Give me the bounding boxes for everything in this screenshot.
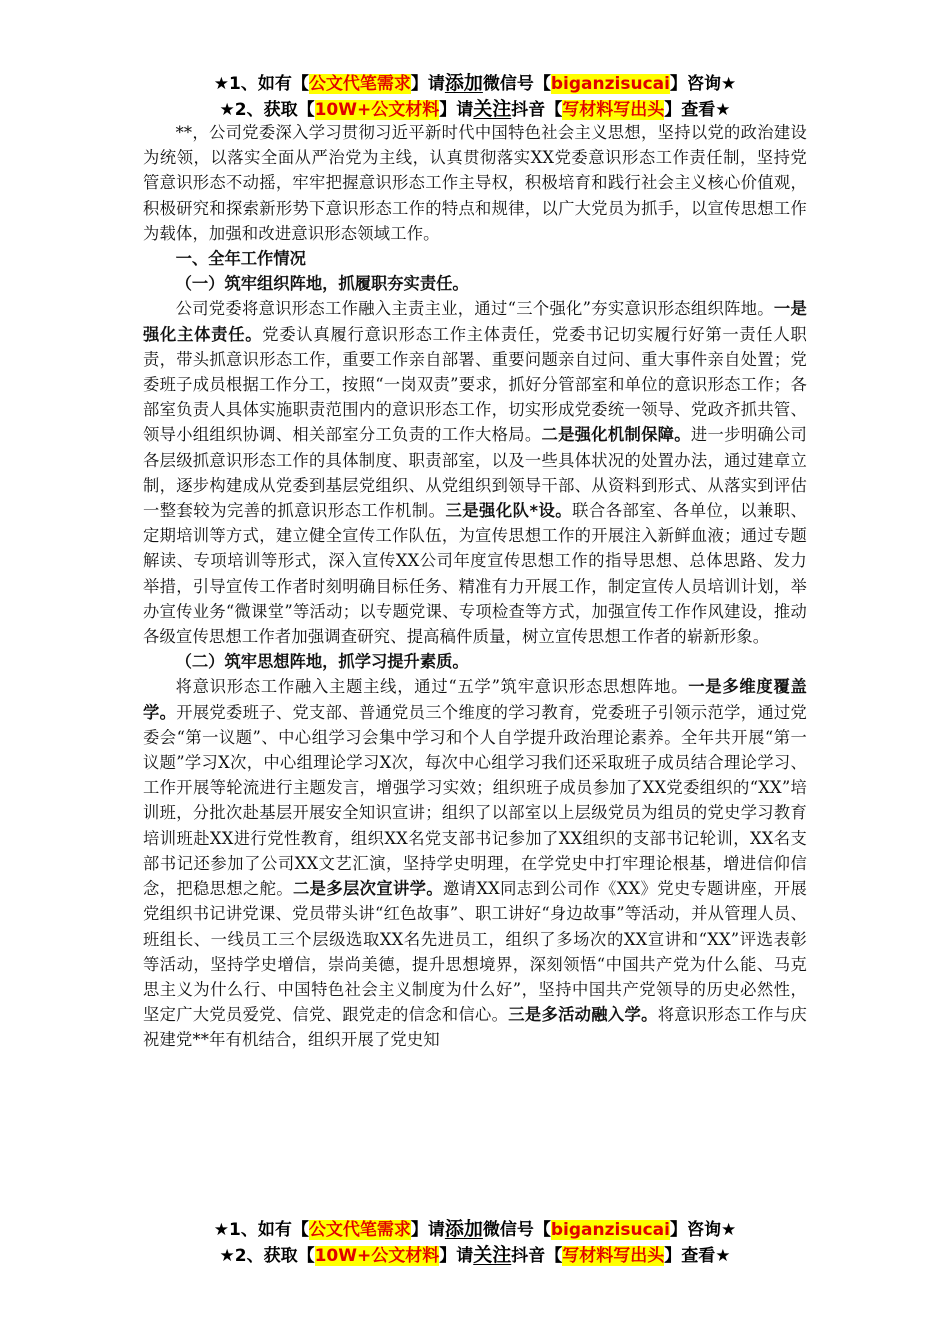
paragraph-text: 将意识形态工作与庆祝建党**年有机结合，组织开展了党史知 bbox=[143, 1005, 807, 1050]
subsection-heading-2: （二）筑牢思想阵地，抓学习提升素质。 bbox=[175, 652, 469, 672]
banner-text: 】请 bbox=[410, 74, 445, 94]
banner-emphasis: 添加 bbox=[444, 1218, 483, 1240]
banner-douyin-id: 写材料写出头 bbox=[562, 1246, 665, 1266]
banner-highlight: 10W+公文材料 bbox=[314, 1246, 440, 1266]
banner-text: 微信号【 bbox=[482, 74, 551, 94]
banner-text: 】请 bbox=[439, 100, 474, 120]
banner-emphasis: 添加 bbox=[444, 72, 483, 94]
bold-point: 一是强化主体责任。 bbox=[143, 299, 807, 344]
banner-text: 】请 bbox=[410, 1220, 445, 1240]
banner-text: 微信号【 bbox=[482, 1220, 551, 1240]
paragraph-text: 邀请XX同志到公司作《XX》党史专题讲座，开展党组织书记讲党课、党员带头讲“红色故事”、职工讲好“身边故事”等活动，并从管理人员、班组长、一线员工三个层级选取XX名先进员工，组织了多场次的XX宣讲和“XX”评选表彰等活动，坚持学史增信，崇尚美德，提升思想境界，深刻领悟“中国共产党为什么能、马克思主义为什么行、中国特色社会主义制度为什么好”，坚持中国共产党领导的历史必然性，坚定广大党员爱党、信党、跟党走的信念和信心。 bbox=[143, 879, 807, 1025]
banner-text: ★1、如有【 bbox=[213, 1220, 309, 1240]
promo-banner-bottom-line1 bbox=[0, 1216, 950, 1243]
banner-text: ★2、获取【 bbox=[219, 100, 315, 120]
banner-text: ★2、获取【 bbox=[219, 1246, 315, 1266]
banner-wechat-id: biganzisucai bbox=[550, 1220, 670, 1240]
section-heading: 一、全年工作情况 bbox=[175, 249, 306, 269]
promo-banner-top-line2 bbox=[0, 96, 950, 123]
bold-point: 三是多活动融入学。 bbox=[508, 1005, 658, 1025]
bold-point: 一是多维度覆盖学。 bbox=[143, 677, 807, 722]
banner-highlight: 10W+公文材料 bbox=[314, 100, 440, 120]
subsection-heading-1: （一）筑牢组织阵地，抓履职夯实责任。 bbox=[175, 274, 469, 294]
section2-paragraph bbox=[143, 674, 807, 1052]
paragraph-lead: 将意识形态工作融入主题主线，通过“五学”筑牢意识形态思想阵地。 bbox=[175, 677, 689, 697]
banner-wechat-id: biganzisucai bbox=[550, 74, 670, 94]
banner-text: ★1、如有【 bbox=[213, 74, 309, 94]
banner-text: 】查看★ bbox=[664, 1246, 731, 1266]
bold-point: 三是强化队*设。 bbox=[445, 501, 573, 521]
paragraph-text: 联合各部室、各单位，以兼职、定期培训等方式，建立健全宣传工作队伍，为宣传思想工作的开展注入新鲜血液；通过专题解读、专项培训等形式，深入宣传XX公司年度宣传思想工作的指导思想、总体思路、发力举措，引导宣传工作者时刻明确目标任务、精准有力开展工作，制定宣传人员培训计划，举办宣传业务“微课堂”等活动；以专题党课、专项检查等方式，加强宣传工作作风建设，推动各级宣传思想工作者加强调查研究、提高稿件质量，树立宣传思想工作者的崭新形象。 bbox=[143, 501, 807, 647]
paragraph-text: 党委认真履行意识形态工作主体责任，党委书记切实履行好第一责任人职责，带头抓意识形态工作，重要工作亲自部署、重要问题亲自过问、重大事件亲自处置；党委班子成员根据工作分工，按照“一岗双责”要求，抓好分管部室和单位的意识形态工作；各部室负责人具体实施职责范围内的意识形态工作，切实形成党委统一领导、党政齐抓共管、领导小组组织协调、相关部室分工负责的工作大格局。 bbox=[143, 324, 807, 445]
banner-text: 抖音【 bbox=[511, 1246, 563, 1266]
banner-text: 】咨询★ bbox=[669, 74, 737, 94]
promo-banner-top-line1 bbox=[0, 70, 950, 97]
bold-point: 二是多层次宣讲学。 bbox=[293, 879, 443, 899]
banner-text: 】请 bbox=[439, 1246, 474, 1266]
banner-douyin-id: 写材料写出头 bbox=[562, 100, 665, 120]
banner-text: 】咨询★ bbox=[669, 1220, 737, 1240]
banner-highlight: 公文代笔需求 bbox=[308, 74, 411, 94]
banner-emphasis: 关注 bbox=[473, 98, 512, 120]
banner-text: 抖音【 bbox=[511, 100, 563, 120]
paragraph-text: 开展党委班子、党支部、普通党员三个维度的学习教育，党委班子引领示范学，通过党委会“第一议题”、中心组学习会集中学习和个人自学提升政治理论素养。全年共开展“第一议题”学习X次，中心组理论学习X次，每次中心组学习我们还采取班子成员结合理论学习、工作开展等轮流进行主题发言，增强学习实效；组织班子成员参加了XX党委组织的“XX”培训班，分批次赴基层开展安全知识宣讲；组织了以部室以上层级党员为组员的党史学习教育培训班赴XX进行党性教育，组织XX名党支部书记参加了XX组织的支部书记轮训，XX名支部书记还参加了公司XX文艺汇演，坚持学史明理，在学党史中打牢理论根基，增进信仰信念，把稳思想之舵。 bbox=[143, 702, 808, 899]
bold-point: 二是强化机制保障。 bbox=[541, 425, 691, 445]
paragraph-text: 进一步明确公司各层级抓意识形态工作的具体制度、职责部室，以及一些具体状况的处置办法，通过建章立制，逐步构建成从党委到基层党组织、从党组织到领导干部、从资料到形式、从落实到评估一整套较为完善的抓意识形态工作机制。 bbox=[143, 425, 807, 521]
banner-highlight: 公文代笔需求 bbox=[308, 1220, 411, 1240]
promo-banner-bottom-line2 bbox=[0, 1242, 950, 1269]
paragraph-lead: 公司党委将意识形态工作融入主责主业，通过“三个强化”夯实意识形态组织阵地。 bbox=[175, 299, 774, 319]
banner-emphasis: 关注 bbox=[473, 1244, 512, 1266]
section1-paragraph bbox=[143, 296, 807, 649]
document-body bbox=[143, 120, 807, 1053]
intro-paragraph: **，公司党委深入学习贯彻习近平新时代中国特色社会主义思想，坚持以党的政治建设为统领，以落实全面从严治党为主线，认真贯彻落实XX党委意识形态工作责任制，坚持党管意识形态不动摇，牢牢把握意识形态工作主导权，积极培育和践行社会主义核心价值观，积极研究和探索新形势下意识形态工作的特点和规律，以广大党员为抓手，以宣传思想工作为载体，加强和改进意识形态领域工作。 bbox=[143, 123, 807, 243]
banner-text: 】查看★ bbox=[664, 100, 731, 120]
